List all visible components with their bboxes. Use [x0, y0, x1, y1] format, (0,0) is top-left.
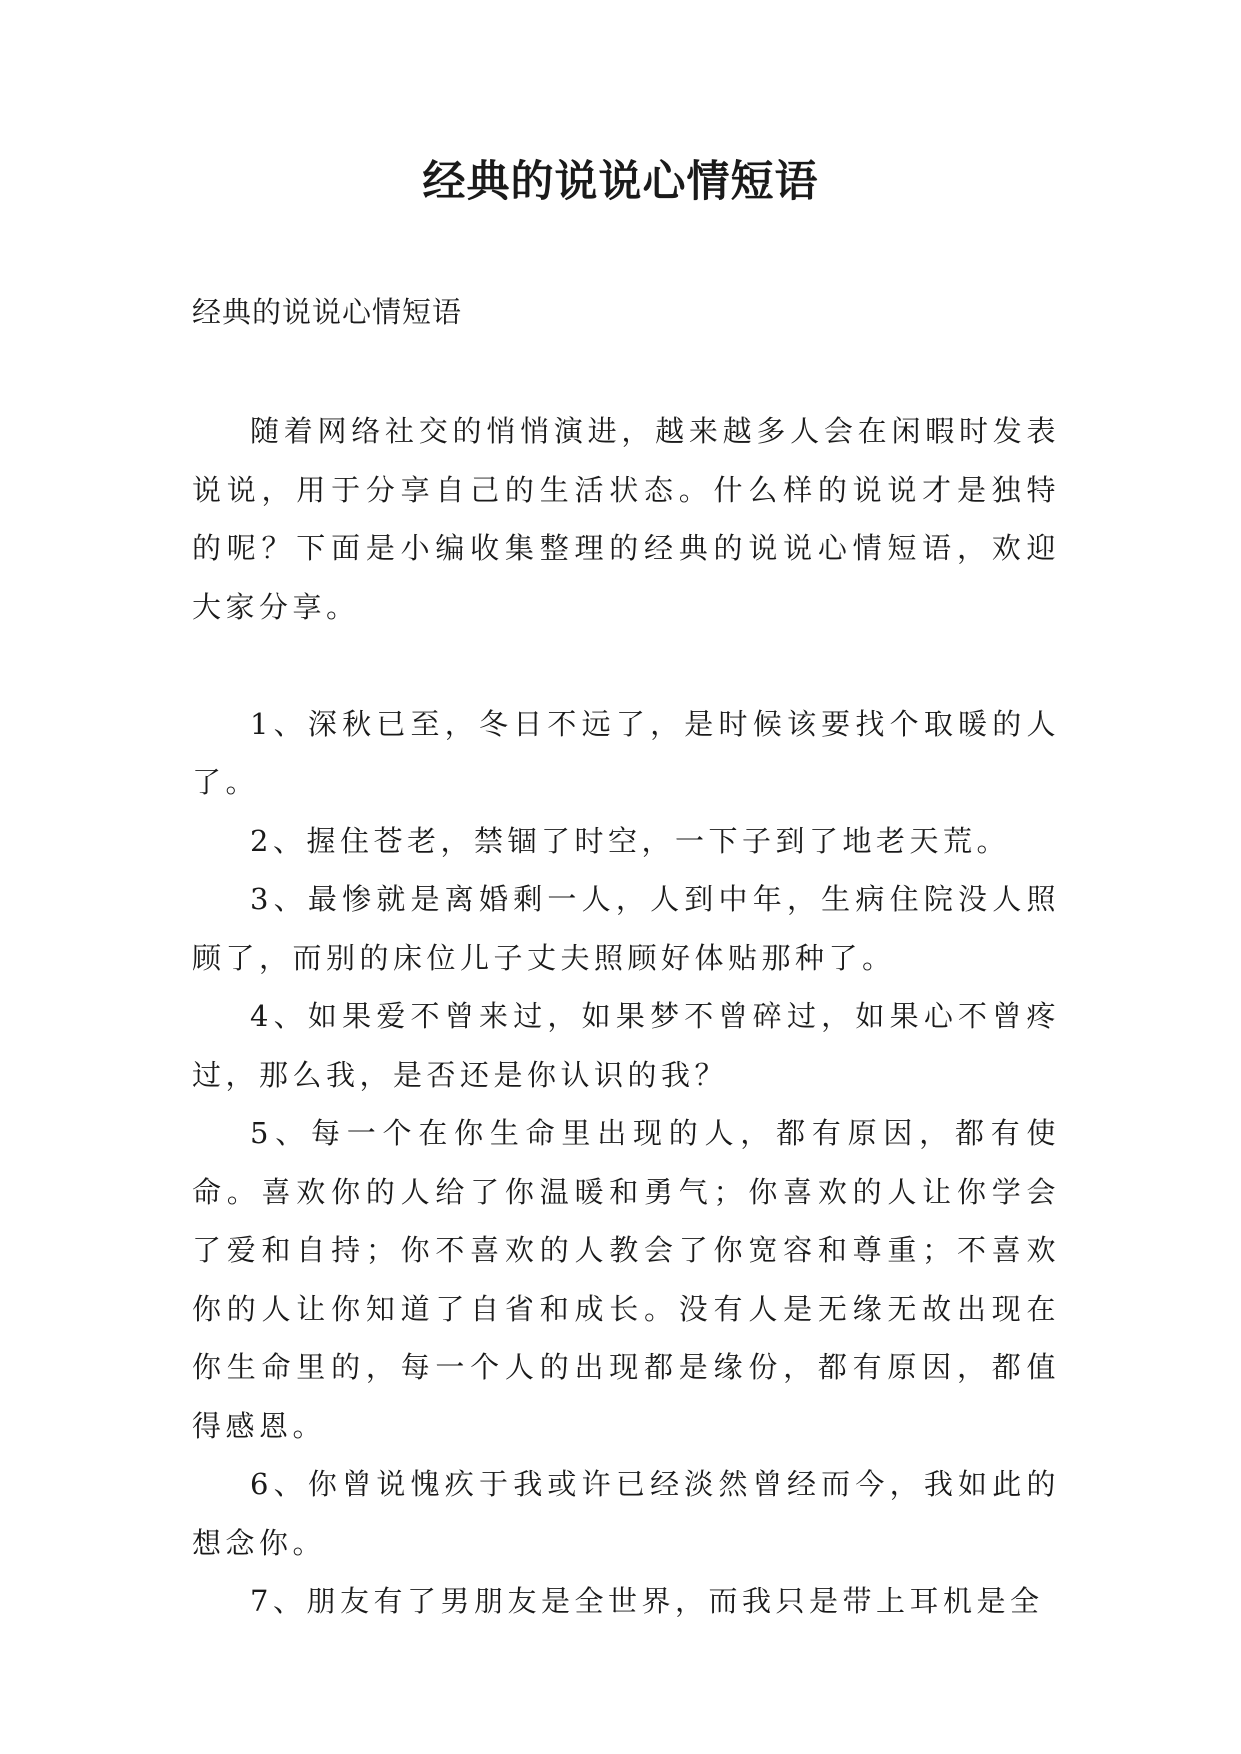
list-item: 5、每一个在你生命里出现的人，都有原因，都有使命。喜欢你的人给了你温暖和勇气；你喜欢的人让你学会了爱和自持；你不喜欢的人教会了你宽容和尊重；不喜欢你的人让你知道了自省和成长。没有人是无缘无故出现在你生命里的，每一个人的出现都是缘份，都有原因，都值得感恩。: [192, 1116, 1060, 1443]
list-item: 4、如果爱不曾来过，如果梦不曾碎过，如果心不曾疼过，那么我，是否还是你认识的我？: [192, 999, 1060, 1092]
list-item: 7、朋友有了男朋友是全世界，而我只是带上耳机是全: [250, 1584, 1044, 1618]
document-body: [192, 402, 1060, 1631]
list-item: 3、最惨就是离婚剩一人，人到中年，生病住院没人照顾了，而别的床位儿子丈夫照顾好体贴那种了。: [192, 882, 1060, 975]
list-item: 1、深秋已至，冬日不远了，是时候该要找个取暖的人了。: [192, 706, 1060, 799]
document-subtitle: 经典的说说心情短语: [192, 295, 463, 329]
list-item: 6、你曾说愧疚于我或许已经淡然曾经而今，我如此的想念你。: [192, 1467, 1060, 1560]
list-item: 2、握住苍老，禁锢了时空，一下子到了地老天荒。: [250, 823, 1010, 858]
document-title: 经典的说说心情短语: [422, 157, 819, 207]
intro-paragraph: 随着网络社交的悄悄演进，越来越多人会在闲暇时发表说说，用于分享自己的生活状态。什么样的说说才是独特的呢？下面是小编收集整理的经典的说说心情短语，欢迎大家分享。: [192, 414, 1060, 624]
